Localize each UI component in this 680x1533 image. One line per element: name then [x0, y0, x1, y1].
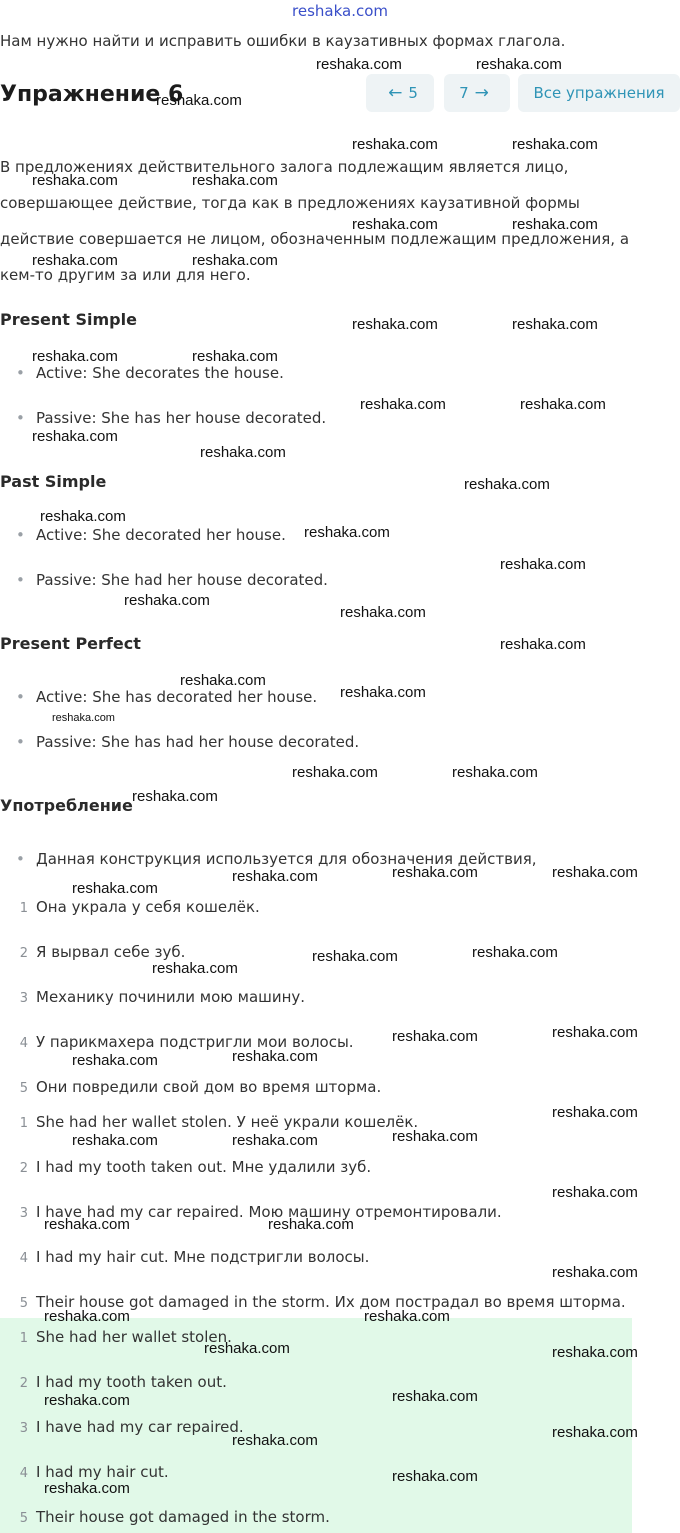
item-text: Механику починили мою машину.	[36, 988, 306, 1006]
watermark: reshaka.com	[132, 788, 218, 805]
site-link[interactable]: reshaka.com	[292, 2, 388, 20]
numbered-item	[0, 1158, 371, 1176]
prev-exercise-button[interactable]	[366, 74, 434, 112]
intro-text: Нам нужно найти и исправить ошибки в каузативных формах глагола.	[0, 32, 566, 50]
watermark: reshaka.com	[180, 672, 266, 689]
watermark: reshaka.com	[392, 864, 478, 881]
exercise-title: Упражнение 6	[0, 82, 184, 107]
numbered-item	[0, 943, 185, 961]
numbered-item	[0, 898, 260, 916]
watermark: reshaka.com	[352, 136, 438, 153]
item-number: 5	[19, 1296, 28, 1311]
section-heading: Present Perfect	[0, 634, 141, 653]
item-text: I have had my car repaired. Мою машину отремонтировали.	[36, 1203, 502, 1221]
item-number: 1	[19, 1331, 28, 1346]
usage-heading: Употребление	[0, 796, 133, 815]
prev-exercise-label: 5	[408, 84, 418, 102]
watermark: reshaka.com	[360, 396, 446, 413]
item-number: 2	[19, 1376, 28, 1391]
watermark: reshaka.com	[44, 1392, 130, 1409]
item-number: 1	[19, 1116, 28, 1131]
section-heading: Present Simple	[0, 310, 137, 329]
watermark: reshaka.com	[312, 948, 398, 965]
item-number: 3	[19, 1206, 28, 1221]
watermark: reshaka.com	[32, 252, 118, 269]
item-number: 2	[19, 946, 28, 961]
watermark: reshaka.com	[232, 1132, 318, 1149]
watermark: reshaka.com	[520, 396, 606, 413]
item-text: I had my tooth taken out.	[36, 1373, 227, 1391]
watermark: reshaka.com	[72, 1132, 158, 1149]
item-text: I had my hair cut. Мне подстригли волосы.	[36, 1248, 370, 1266]
item-number: 3	[19, 991, 28, 1006]
item-text: She had her wallet stolen.	[36, 1328, 232, 1346]
section-heading: Past Simple	[0, 472, 107, 491]
list-item	[16, 733, 359, 751]
item-number: 2	[19, 1161, 28, 1176]
watermark: reshaka.com	[232, 1432, 318, 1449]
watermark: reshaka.com	[156, 92, 242, 109]
watermark: reshaka.com	[304, 524, 390, 541]
numbered-item	[0, 988, 305, 1006]
numbered-item	[0, 1248, 369, 1266]
item-text: I had my tooth taken out. Мне удалили зуб.	[36, 1158, 372, 1176]
list-item-text: Passive: She had her house decorated.	[36, 571, 328, 589]
list-item	[16, 688, 317, 706]
watermark: reshaka.com	[512, 136, 598, 153]
watermark: reshaka.com	[552, 1184, 638, 1201]
watermark: reshaka.com	[364, 1308, 450, 1325]
watermark: reshaka.com	[512, 216, 598, 233]
answer-item	[0, 1328, 232, 1346]
watermark: reshaka.com	[292, 764, 378, 781]
explanation-line: действие совершается не лицом, обозначенным подлежащим предложения, а	[0, 230, 630, 248]
item-text: Она украла у себя кошелёк.	[36, 898, 260, 916]
watermark: reshaka.com	[552, 1344, 638, 1361]
watermark: reshaka.com	[552, 1104, 638, 1121]
watermark: reshaka.com	[452, 764, 538, 781]
watermark: reshaka.com	[44, 1480, 130, 1497]
watermark: reshaka.com	[552, 864, 638, 881]
item-text: I had my hair cut.	[36, 1463, 169, 1481]
item-text: I have had my car repaired.	[36, 1418, 244, 1436]
watermark: reshaka.com	[500, 556, 586, 573]
arrow-left-icon: ←	[388, 83, 403, 103]
numbered-item	[0, 1113, 418, 1131]
watermark: reshaka.com	[340, 684, 426, 701]
watermark: reshaka.com	[392, 1028, 478, 1045]
watermark: reshaka.com	[72, 880, 158, 897]
watermark: reshaka.com	[152, 960, 238, 977]
watermark: reshaka.com	[200, 444, 286, 461]
answer-item	[0, 1373, 227, 1391]
watermark: reshaka.com	[204, 1340, 290, 1357]
explanation-line: кем-то другим за или для него.	[0, 266, 251, 284]
watermark: reshaka.com	[512, 316, 598, 333]
watermark: reshaka.com	[476, 56, 562, 73]
watermark: reshaka.com	[392, 1388, 478, 1405]
watermark: reshaka.com	[392, 1128, 478, 1145]
item-number: 4	[19, 1466, 28, 1481]
list-item	[16, 526, 286, 544]
watermark: reshaka.com	[340, 604, 426, 621]
item-number: 5	[19, 1081, 28, 1096]
watermark: reshaka.com	[192, 172, 278, 189]
list-item-text: Passive: She has had her house decorated.	[36, 733, 360, 751]
answer-item	[0, 1463, 169, 1481]
all-exercises-label: Все упражнения	[533, 84, 665, 102]
watermark: reshaka.com	[552, 1424, 638, 1441]
watermark: reshaka.com	[232, 868, 318, 885]
answer-item	[0, 1418, 244, 1436]
watermark: reshaka.com	[44, 1216, 130, 1233]
watermark: reshaka.com	[352, 216, 438, 233]
item-text: Я вырвал себе зуб.	[36, 943, 186, 961]
watermark: reshaka.com	[192, 348, 278, 365]
answer-item	[0, 1508, 330, 1526]
watermark: reshaka.com	[32, 428, 118, 445]
item-text: She had her wallet stolen. У неё украли кошелёк.	[36, 1113, 419, 1131]
list-item-text: Active: She decorates the house.	[36, 364, 284, 382]
next-exercise-label: 7	[459, 84, 469, 102]
watermark: reshaka.com	[552, 1024, 638, 1041]
watermark: reshaka.com	[232, 1048, 318, 1065]
list-item	[16, 409, 326, 427]
watermark: reshaka.com	[40, 508, 126, 525]
watermark: reshaka.com	[352, 316, 438, 333]
list-item-text: Active: She decorated her house.	[36, 526, 286, 544]
item-number: 4	[19, 1251, 28, 1266]
watermark: reshaka.com	[268, 1216, 354, 1233]
watermark: reshaka.com	[192, 252, 278, 269]
item-text: Their house got damaged in the storm.	[36, 1508, 330, 1526]
explanation-line: В предложениях действительного залога подлежащим является лицо,	[0, 158, 569, 176]
item-number: 1	[19, 901, 28, 916]
watermark: reshaka.com	[32, 348, 118, 365]
watermark: reshaka.com	[552, 1264, 638, 1281]
list-item-text: Passive: She has her house decorated.	[36, 409, 327, 427]
watermark: reshaka.com	[52, 712, 115, 724]
numbered-item	[0, 1078, 381, 1096]
next-exercise-button[interactable]	[444, 74, 510, 112]
arrow-right-icon: →	[474, 83, 489, 103]
watermark: reshaka.com	[316, 56, 402, 73]
watermark: reshaka.com	[500, 636, 586, 653]
item-number: 5	[19, 1511, 28, 1526]
list-item-text: Данная конструкция используется для обозначения действия,	[36, 850, 537, 868]
item-text: У парикмахера подстригли мои волосы.	[36, 1033, 354, 1051]
list-item	[16, 571, 328, 589]
item-number: 3	[19, 1421, 28, 1436]
watermark: reshaka.com	[72, 1052, 158, 1069]
watermark: reshaka.com	[124, 592, 210, 609]
all-exercises-button[interactable]	[518, 74, 680, 112]
watermark: reshaka.com	[464, 476, 550, 493]
watermark: reshaka.com	[44, 1308, 130, 1325]
item-number: 4	[19, 1036, 28, 1051]
explanation-line: совершающее действие, тогда как в предложениях каузативной формы	[0, 194, 580, 212]
watermark: reshaka.com	[472, 944, 558, 961]
item-text: Они повредили свой дом во время шторма.	[36, 1078, 382, 1096]
watermark: reshaka.com	[392, 1468, 478, 1485]
watermark: reshaka.com	[32, 172, 118, 189]
list-item	[16, 364, 284, 382]
item-text: Their house got damaged in the storm. Их дом пострадал во время шторма.	[36, 1293, 626, 1311]
list-item-text: Active: She has decorated her house.	[36, 688, 318, 706]
